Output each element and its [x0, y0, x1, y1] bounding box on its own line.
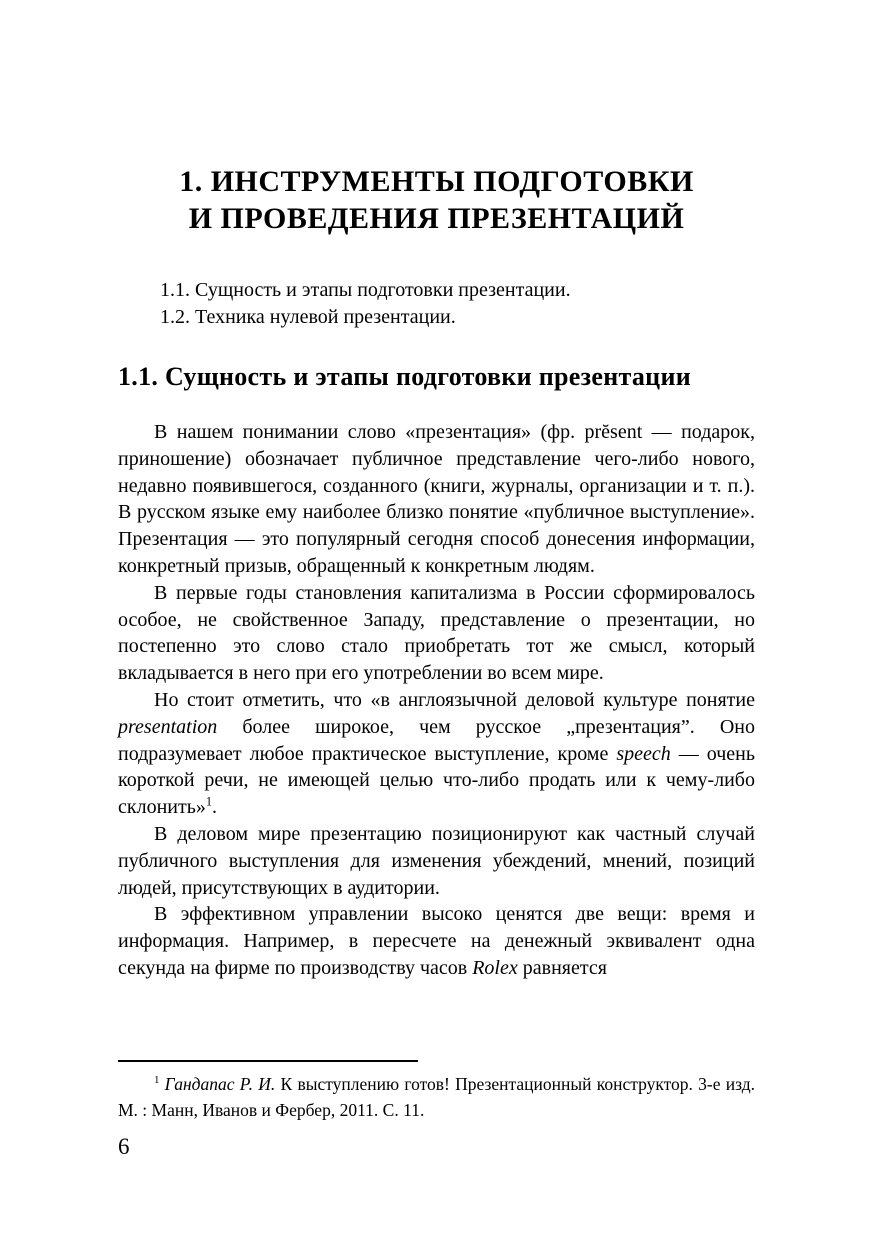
chapter-title	[118, 163, 755, 237]
body-paragraph: В деловом мире презентацию позиционируют как частный случай публичного выступления для изменения убеждений, мнений, позиций людей, присутствующих в аудитории.	[118, 822, 755, 899]
footnote	[118, 1060, 755, 1123]
footnote-rule	[118, 1060, 418, 1062]
body-paragraph: В первые годы становления капитализма в России сформировалось особое, не свойственное Западу, представление о презентации, но постепенно это слово стало приобретать тот же смысл, который вкладывается в него при его употреблении во всем мире.	[118, 581, 755, 685]
body-paragraph: В нашем понимании слово «презентация» (фр. prĕsent — подарок, приношение) обозначает публичное представление чего-либо нового, недавно появившегося, созданного (книги, журналы, организации и т. п.). В русском языке ему наиболее близко понятие «публичное выступление». Презентация — это популярный сегодня способ донесения информации, конкретный призыв, обращенный к конкретным людям.	[118, 421, 755, 577]
page-number: 6	[118, 1134, 130, 1159]
body-paragraph: В эффективном управлении высоко ценятся две вещи: время и информация. Например, в пересчете на денежный эквивалент одна секунда на фирме по производству часов Rolex равняется	[118, 903, 755, 979]
toc-list	[118, 277, 755, 331]
toc-item-2: 1.2. Техника нулевой презентации.	[160, 306, 456, 328]
section-heading: 1.1. Сущность и этапы подготовки презентации	[118, 362, 692, 391]
toc-item-1: 1.1. Сущность и этапы подготовки презентации.	[160, 279, 571, 301]
chapter-title-line2: И ПРОВЕДЕНИЯ ПРЕЗЕНТАЦИЙ	[188, 202, 685, 235]
chapter-title-line1: 1. ИНСТРУМЕНТЫ ПОДГОТОВКИ	[179, 165, 694, 198]
body-paragraph: Но стоит отметить, что «в англоязычной деловой культуре понятие presentation более широкое, чем русское „презентация”. Оно подразумевает любое практическое выступление, кроме speech — очень короткой речи, не имеющей целью что-либо продать или к чему-либо склонить»$^1$.	[118, 688, 755, 819]
footnote-text: $^1$ Гандапас Р. И. К выступлению готов! Презентационный конструктор. 3-е изд. М. : Манн, Иванов и Фербер, 2011. С. 11.	[118, 1074, 755, 1120]
body-text	[118, 419, 755, 982]
